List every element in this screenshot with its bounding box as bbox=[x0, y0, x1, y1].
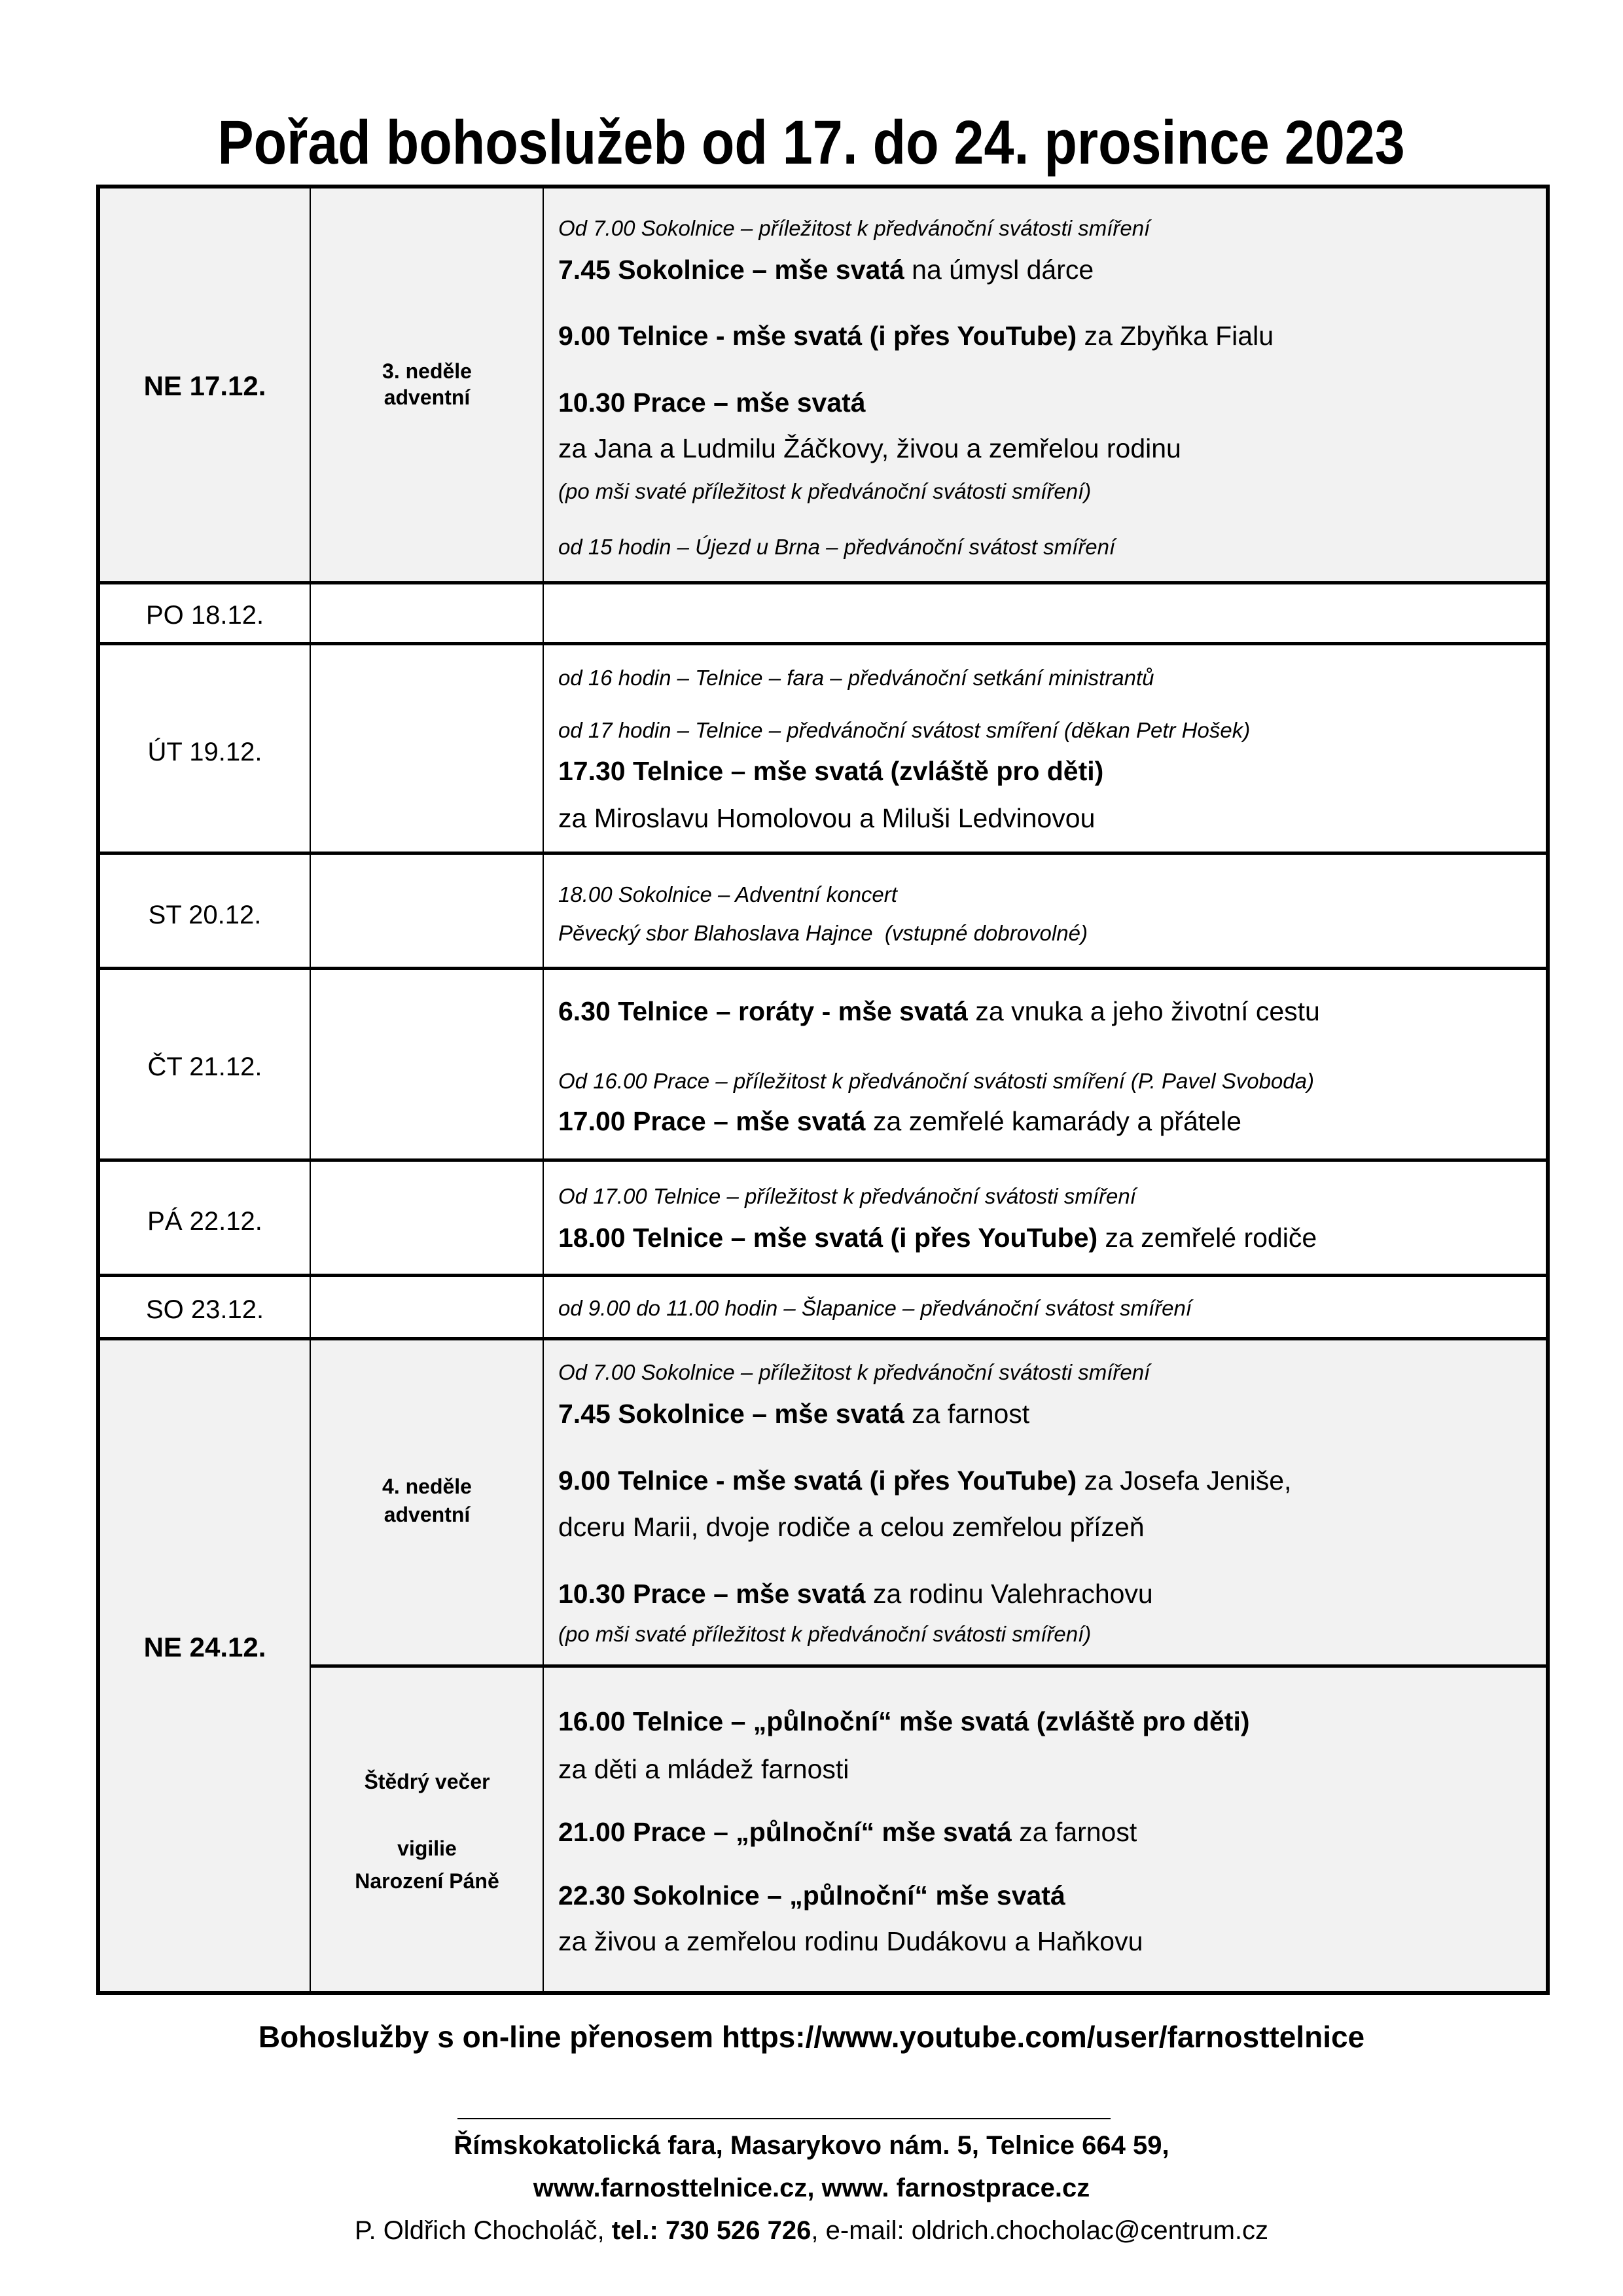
service-entry bbox=[558, 1882, 1065, 1909]
service-entry bbox=[558, 389, 866, 416]
service-entry bbox=[558, 1819, 1137, 1846]
liturgical-label: Narození Páně bbox=[355, 1869, 499, 1893]
schedule-note: Od 16.00 Prace – příležitost k předvánoční svátosti smíření (P. Pavel Svoboda) bbox=[558, 1069, 1314, 1093]
service-entry bbox=[558, 1401, 1029, 1427]
service-entry bbox=[558, 1581, 1153, 1607]
row-divider bbox=[100, 1274, 1546, 1277]
service-intention: za Jana a Ludmilu Žáčkovy, živou a zemřelou rodinu bbox=[558, 433, 1181, 463]
contact-phone: tel.: 730 526 726 bbox=[611, 2216, 812, 2245]
contact-line bbox=[0, 2217, 1623, 2244]
service-entry bbox=[558, 1467, 1291, 1494]
liturgical-label: Štědrý večer bbox=[364, 1770, 490, 1793]
schedule-note: 18.00 Sokolnice – Adventní koncert bbox=[558, 882, 897, 906]
column-divider bbox=[543, 188, 544, 1991]
day-date: PO 18.12. bbox=[145, 601, 264, 630]
schedule-note: od 17 hodin – Telnice – předvánoční svátost smíření (děkan Petr Hošek) bbox=[558, 718, 1251, 742]
column-divider bbox=[310, 188, 311, 1991]
row-divider bbox=[100, 1158, 1546, 1162]
service-time-place: 18.00 Telnice – mše svatá (i přes YouTube) bbox=[558, 1223, 1098, 1253]
service-time-place: 6.30 Telnice – roráty - mše svatá bbox=[558, 996, 968, 1026]
row-divider bbox=[310, 1664, 1546, 1668]
service-time-place: 7.45 Sokolnice – mše svatá bbox=[558, 1399, 904, 1429]
parish-address: Římskokatolická fara, Masarykovo nám. 5, Telnice 664 59, bbox=[454, 2131, 1169, 2160]
contact-email: , e-mail: oldrich.chocholac@centrum.cz bbox=[811, 2216, 1269, 2245]
row-divider bbox=[100, 967, 1546, 970]
service-time-place: 21.00 Prace – „půlnoční“ mše svatá bbox=[558, 1817, 1012, 1847]
page-title bbox=[0, 108, 1623, 177]
day-date: ÚT 19.12. bbox=[147, 738, 262, 766]
row-divider bbox=[100, 642, 1546, 645]
service-intention: za farnost bbox=[1011, 1817, 1137, 1847]
liturgical-label: adventní bbox=[383, 386, 471, 409]
service-intention: za Miroslavu Homolovou a Miluši Ledvinovou bbox=[558, 803, 1096, 833]
stream-info: Bohoslužby s on-line přenosem https://www.youtube.com/user/farnosttelnice bbox=[258, 2020, 1365, 2054]
schedule-note: (po mši svaté příležitost k předvánoční svátosti smíření) bbox=[558, 479, 1092, 503]
row-divider bbox=[100, 1337, 1546, 1340]
schedule-note: od 15 hodin – Újezd u Brna – předvánoční svátost smíření bbox=[558, 535, 1116, 559]
service-intention: na úmysl dárce bbox=[904, 255, 1094, 285]
service-entry bbox=[558, 257, 1094, 283]
page-title-text: Pořad bohoslužeb od 17. do 24. prosince 2023 bbox=[217, 108, 1406, 177]
service-entry bbox=[558, 1225, 1317, 1251]
schedule-note: Od 7.00 Sokolnice – příležitost k předvánoční svátosti smíření bbox=[558, 1360, 1150, 1384]
footer-separator bbox=[457, 2118, 1111, 2119]
schedule-note: Od 7.00 Sokolnice – příležitost k předvánoční svátosti smíření bbox=[558, 216, 1150, 240]
service-intention: za farnost bbox=[904, 1399, 1030, 1429]
service-entry bbox=[558, 998, 1320, 1025]
day-date: NE 24.12. bbox=[143, 1632, 266, 1662]
service-entry bbox=[558, 758, 1103, 785]
service-time-place: 9.00 Telnice - mše svatá (i přes YouTube) bbox=[558, 1465, 1077, 1496]
service-time-place: 7.45 Sokolnice – mše svatá bbox=[558, 255, 904, 285]
service-time-place: 16.00 Telnice – „půlnoční“ mše svatá (zvláště pro děti) bbox=[558, 1706, 1250, 1736]
schedule-note: Pěvecký sbor Blahoslava Hajnce (vstupné dobrovolné) bbox=[558, 921, 1088, 945]
day-date: ČT 21.12. bbox=[147, 1052, 262, 1081]
service-time-place: 17.00 Prace – mše svatá bbox=[558, 1106, 866, 1136]
contact-name: P. Oldřich Chocholáč, bbox=[354, 2216, 612, 2245]
schedule-note: od 16 hodin – Telnice – fara – předvánoční setkání ministrantů bbox=[558, 666, 1154, 690]
service-entry bbox=[558, 1708, 1250, 1735]
service-time-place: 10.30 Prace – mše svatá bbox=[558, 387, 866, 418]
service-intention: za živou a zemřelou rodinu Dudákovu a Haňkovu bbox=[558, 1926, 1143, 1956]
service-intention: za Zbyňka Fialu bbox=[1077, 321, 1274, 351]
liturgical-label: adventní bbox=[383, 1503, 471, 1526]
service-intention: za vnuka a jeho životní cestu bbox=[967, 996, 1320, 1026]
row-divider bbox=[100, 852, 1546, 855]
service-entry bbox=[558, 323, 1274, 350]
day-date: NE 17.12. bbox=[143, 370, 266, 401]
service-intention: za děti a mládež farnosti bbox=[558, 1754, 849, 1784]
service-time-place: 10.30 Prace – mše svatá bbox=[558, 1579, 866, 1609]
row-divider bbox=[100, 581, 1546, 584]
parish-websites: www.farnosttelnice.cz, www. farnostprace.cz bbox=[533, 2174, 1090, 2202]
service-entry bbox=[558, 1108, 1241, 1135]
service-intention: dceru Marii, dvoje rodiče a celou zemřelou přízeň bbox=[558, 1512, 1145, 1542]
service-intention: za Josefa Jeniše, bbox=[1077, 1465, 1292, 1496]
schedule-note: Od 17.00 Telnice – příležitost k předvánoční svátosti smíření bbox=[558, 1184, 1136, 1208]
liturgical-label: 3. neděle bbox=[382, 359, 472, 383]
service-time-place: 22.30 Sokolnice – „půlnoční“ mše svatá bbox=[558, 1880, 1065, 1910]
schedule-note: (po mši svaté příležitost k předvánoční svátosti smíření) bbox=[558, 1622, 1092, 1646]
service-intention: za rodinu Valehrachovu bbox=[865, 1579, 1153, 1609]
service-time-place: 17.30 Telnice – mše svatá (zvláště pro děti) bbox=[558, 756, 1104, 786]
day-date: ST 20.12. bbox=[148, 901, 262, 929]
service-intention: za zemřelé kamarády a přátele bbox=[865, 1106, 1241, 1136]
day-date: PÁ 22.12. bbox=[147, 1207, 262, 1236]
service-intention: za zemřelé rodiče bbox=[1097, 1223, 1317, 1253]
day-date: SO 23.12. bbox=[145, 1295, 264, 1324]
service-time-place: 9.00 Telnice - mše svatá (i přes YouTube) bbox=[558, 321, 1077, 351]
schedule-note: od 9.00 do 11.00 hodin – Šlapanice – předvánoční svátost smíření bbox=[558, 1296, 1192, 1320]
liturgical-label: vigilie bbox=[397, 1837, 457, 1860]
liturgical-label: 4. neděle bbox=[382, 1475, 472, 1498]
